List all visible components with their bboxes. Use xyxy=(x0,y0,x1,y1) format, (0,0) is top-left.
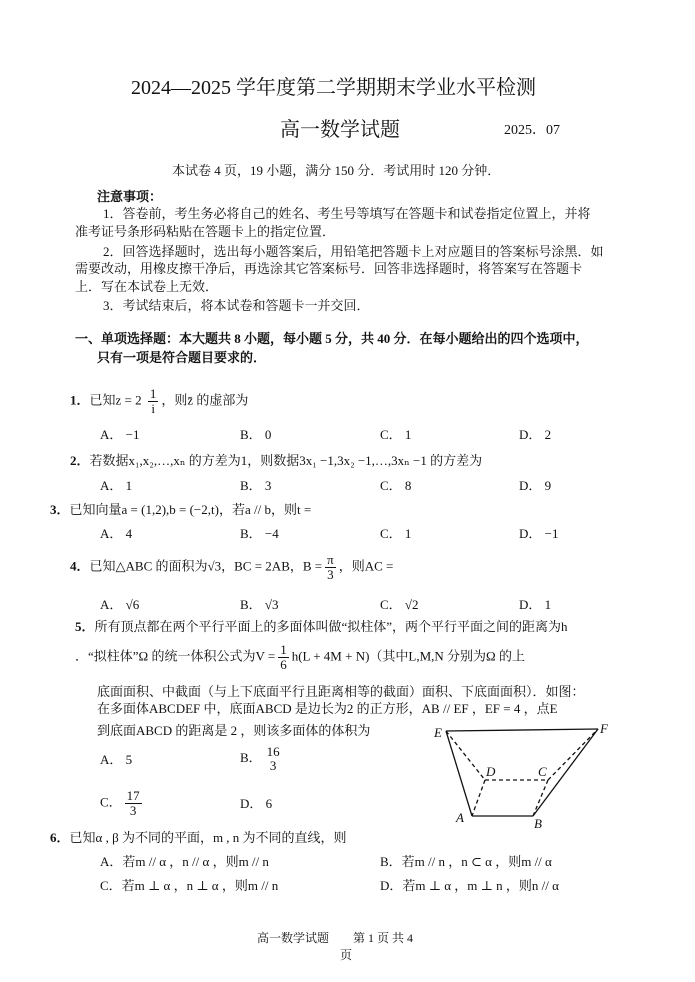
exam-date: 2025．07 xyxy=(504,123,560,138)
q6-option-d: D．若m ⊥ α ，m ⊥ n ，则n // α xyxy=(380,878,559,893)
q6-option-a: A．若m // α ，n // α ，则m // n xyxy=(100,854,269,869)
notes-heading: 注意事项： xyxy=(97,189,163,204)
q4-option-a: A． √6 xyxy=(100,597,140,612)
q1-stem: 1．已知z = 2 $\frac{1}{i}$ ，则z̄ 的虚部为 xyxy=(70,386,249,416)
q4-fraction: $\frac{\pi}{3}$ xyxy=(327,552,334,582)
exam-subtitle: 高一数学试题 xyxy=(280,119,400,141)
q5-option-b: B． 16 3 xyxy=(240,744,280,773)
q3-option-c: C． 1 xyxy=(380,526,412,541)
label-d: D xyxy=(486,764,496,779)
q5-stem-4: 在多面体ABCDEF 中，底面ABCD 是边长为2 的正方形，AB // EF ，EF = 4 ，点E xyxy=(97,701,558,716)
footer-cont: 页 xyxy=(340,948,353,962)
q2-option-c: C． 8 xyxy=(380,478,412,493)
q4-option-b: B． √3 xyxy=(240,597,279,612)
q5-option-a: A． 5 xyxy=(100,752,133,767)
note-1-cont: 准考证号条形码粘贴在答题卡上的指定位置． xyxy=(75,224,336,239)
q4-option-c: C． √2 xyxy=(380,597,419,612)
q1-fraction: $\frac{1}{i}$ xyxy=(149,386,157,416)
q3-option-a: A． 4 xyxy=(100,526,133,541)
note-2-cont2: 上．写在本试卷上无效． xyxy=(75,279,219,294)
q6-option-b: B．若m // n ，n ⊂ α ，则m // α xyxy=(380,854,552,869)
q5-stem-1: 5．所有顶点都在两个平行平面上的多面体叫做“拟柱体”，两个平行平面之间的距离为h xyxy=(75,619,568,634)
note-1: 1．答卷前，考生务必将自己的姓名、考生号等填写在答题卡和试卷指定位置上，并将 xyxy=(103,206,591,221)
q5-stem-2: ．“拟柱体”Ω 的统一体积公式为V = $\frac{1}{6}$ h(L + 4M + N)（其中L,M,N 分别为Ω 的上 xyxy=(75,642,525,672)
q1-option-d: D． 2 xyxy=(519,427,552,442)
q5-option-c-fraction: $\frac{17}{3}$ xyxy=(126,788,140,818)
q2-option-b: B． 3 xyxy=(240,478,272,493)
q2-option-a: A． 1 xyxy=(100,478,133,493)
label-a: A xyxy=(456,810,464,825)
q5-fraction: $\frac{1}{6}$ xyxy=(280,642,287,672)
q4-option-d: D． 1 xyxy=(519,597,552,612)
q3-option-b: B． −4 xyxy=(240,526,279,541)
section-heading: 一、单项选择题：本大题共 8 小题，每小题 5 分，共 40 分．在每小题给出的四个选项中， xyxy=(75,331,589,346)
q3-stem: 3．已知向量a = (1,2),b = (−2,t)，若a // b，则t = xyxy=(50,502,312,517)
label-e: E xyxy=(434,725,442,740)
label-f: F xyxy=(600,721,608,736)
q2-stem: 2．若数据x₁,x₂,…,xₙ 的方差为1，则数据3x₁ −1,3x₂ −1,…,3xₙ −1 的方差为 xyxy=(70,453,483,468)
q5-option-c: C． $\frac{17}{3}$ xyxy=(100,788,140,818)
q1-option-b: B． 0 xyxy=(240,427,272,442)
q6-stem: 6．已知α , β 为不同的平面，m , n 为不同的直线，则 xyxy=(50,830,347,845)
section-heading-cont: 只有一项是符合题目要求的． xyxy=(97,350,267,365)
exam-title: 2024—2025 学年度第二学期期末学业水平检测 xyxy=(131,77,536,99)
q3-option-d: D． −1 xyxy=(519,526,559,541)
note-2: 2．回答选择题时，选出每小题答案后，用铅笔把答题卡上对应题目的答案标号涂黑．如 xyxy=(103,244,604,259)
q2-option-d: D． 9 xyxy=(519,478,552,493)
note-2-cont: 需要改动，用橡皮擦干净后，再选涂其它答案标号．回答非选择题时，将答案写在答题卡 xyxy=(75,261,583,276)
q1-option-c: C． 1 xyxy=(380,427,412,442)
note-3: 3．考试结束后，将本试卷和答题卡一并交回． xyxy=(103,298,370,313)
q5-option-b-fraction: 16 3 xyxy=(266,744,280,773)
q5-stem-3: 底面面积、中截面（与上下底面平行且距离相等的截面）面积、下底面面积）．如图： xyxy=(97,684,585,699)
q5-option-d: D． 6 xyxy=(240,796,273,811)
q5-stem-5: 到底面ABCD 的距离是 2 ，则该多面体的体积为 xyxy=(97,723,371,738)
q4-stem: 4．已知△ABC 的面积为√3，BC = 2AB，B = $\frac{\pi}{3}$ ，则AC = xyxy=(70,552,394,582)
label-c: C xyxy=(538,764,547,779)
q1-option-a: A． −1 xyxy=(100,427,140,442)
footer: 高一数学试题 第 1 页 共 4 xyxy=(257,931,414,945)
q6-option-c: C．若m ⊥ α ，n ⊥ α ，则m // n xyxy=(100,878,279,893)
intro: 本试卷 4 页，19 小题，满分 150 分．考试用时 120 分钟． xyxy=(172,163,501,178)
label-b: B xyxy=(534,816,542,831)
